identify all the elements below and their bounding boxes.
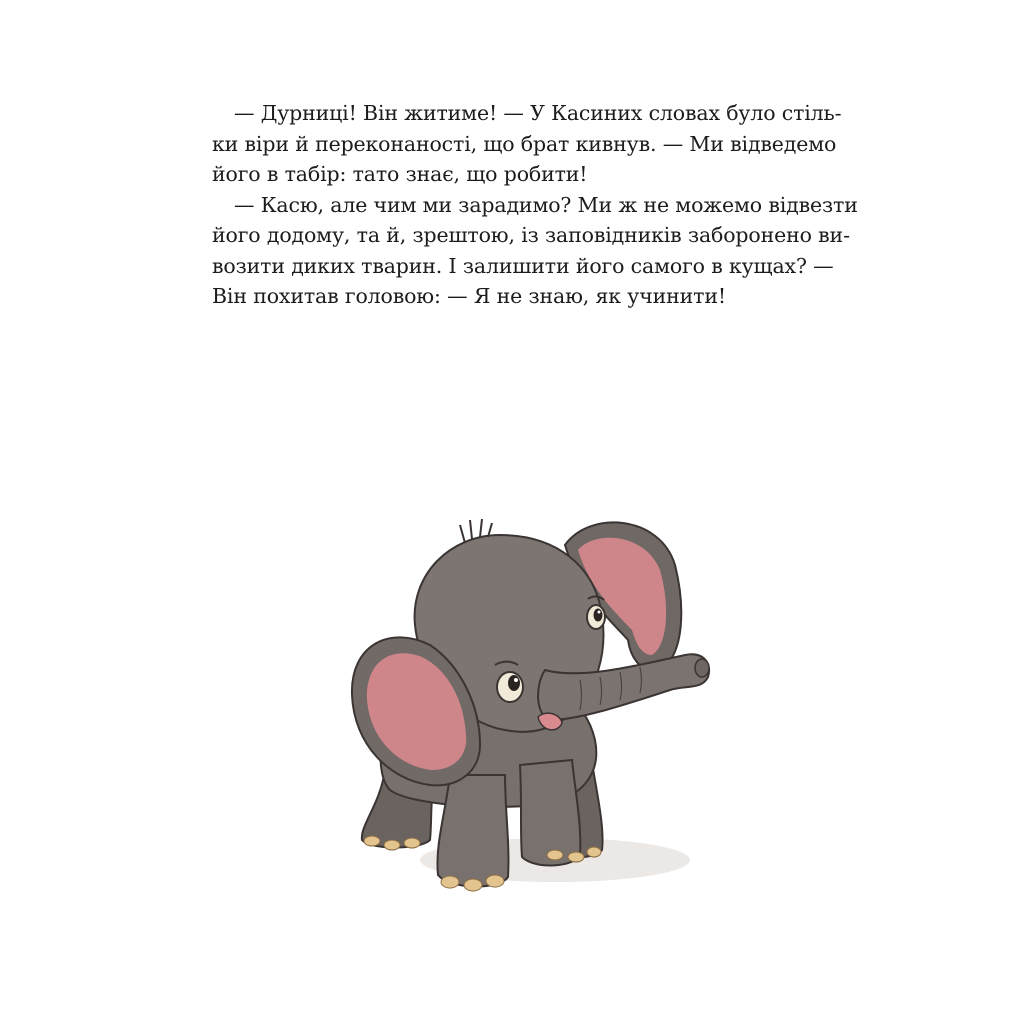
text-line: — Дурниці! Він житиме! — У Касиних словах було стіль- [234,101,842,125]
text-line: ки віри й переконаності, що брат кивнув. — Ми відведемо [212,131,837,156]
text-line: возити диких тварин. І залишити його самого в кущах? — [212,253,834,278]
story-text [212,98,858,312]
baby-elephant-illustration [340,505,760,905]
front-left-leg [437,775,508,887]
elephant-icon [340,505,760,905]
text-line: його в табір: тато знає, що робити! [212,162,588,186]
text-line: Він похитав головою: — Я не знаю, як учинити! [212,284,726,308]
trunk-tip [695,659,709,677]
front-right-leg [520,760,580,865]
text-line: — Касю, але чим ми зарадимо? Ми ж не можемо відвезти [234,192,858,217]
text-line: його додому, та й, зрештою, із заповідників заборонено ви- [212,223,850,247]
